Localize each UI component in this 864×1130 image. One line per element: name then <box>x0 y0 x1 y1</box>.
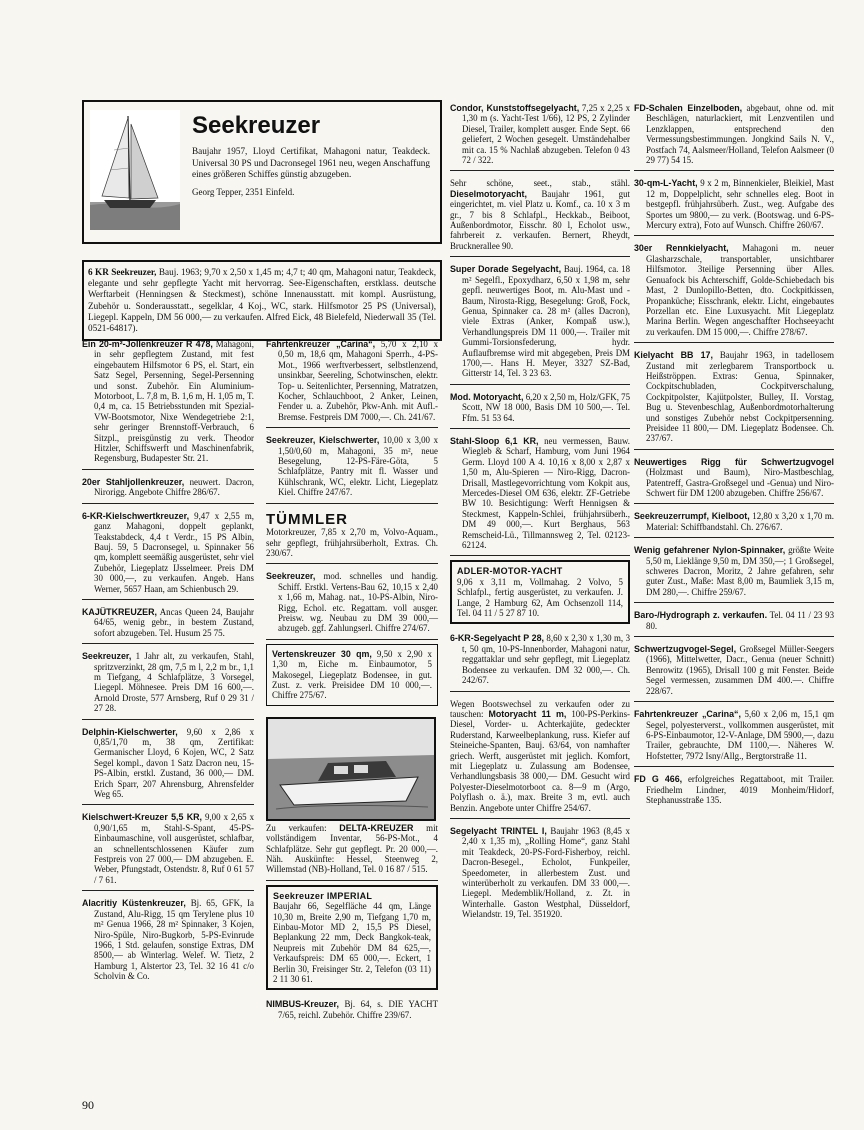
classified-ad <box>450 823 630 925</box>
ad-text: 9,06 x 3,11 m, Vollmahag. 2 Volvo, 5 Schlafpl., fertig ausgerüstet, zu verkaufen. J. Lange, 2 Hamburg 62, Am Ochsenzoll 114, Tel. 04 11 / 5 27 87 10. <box>457 576 623 619</box>
classified-ad <box>82 604 254 644</box>
ad-text: (Holzmast und Baum), Niro-Mastbeschlag, Patentreff, Gastra-Großsegel und -Genua) und Niro-Schwert für DM 1200 abzugeben. Chiffre 256/67. <box>646 467 834 498</box>
ad-text: 12,80 x 3,20 x 1,70 m. Material: Schiffbandstahl. Ch. 276/67. <box>646 511 835 532</box>
ad-heading: Seekreuzer, <box>82 651 132 662</box>
ad-heading: 30er Rennkielyacht, <box>634 243 729 254</box>
ad-heading: DELTA-KREUZER <box>339 822 414 833</box>
ad-text: 9,47 x 2,55 m, ganz Mahagoni, doppelt geplankt, Teakstabdeck, 4,4 t Verdr., 15 PS Albin, Bauj. 59, 5 Dacronsegel, u. Spinnaker 56 qm, komplett seemäßig ausgerüstet, sehr viel Zubehör, Liegeplatz IJsselmeer. Preis DM 30 000,—, zu verkaufen. Angeb. Hans Werner, 5657 Haan, am Schienbusch 29. <box>94 510 255 594</box>
ad-heading: ADLER-MOTOR-YACHT <box>457 566 563 577</box>
vertens-ad-box <box>266 644 438 706</box>
classified-ad <box>634 508 834 538</box>
imperial-ad-box <box>266 885 438 991</box>
classified-ad <box>82 474 254 504</box>
ad-heading: Super Dorade Segelyacht, <box>450 264 562 275</box>
ad-text: 100-PS-Perkins-Diesel, Vorder- u. Achterkajüte, gedeckter Ruderstand, Karweelbeplankung, russ. Kiefer auf Steineiche-Spanten, Bauj. 63/64, von namhafter griech. Werft, ausgerüstet mit jeglich. Komfort, mit Liegeplatz u. Zulassung am Bodensee, Verhandlungsbasis 38 000,— DM. Gesucht wird Polyester-Dieselmotorboot ca. 8—9 m (Argo, Polyflash o. ä.), max. Breite 3 m, evtl. auch Benzin. Angebote unter Chiffre 254/67. <box>450 708 631 813</box>
ad-text: Bj. 64, s. DIE YACHT 7/65, reichl. Zubehör. Chiffre 239/67. <box>278 999 439 1020</box>
ad-text: Baujahr 1963 (8,45 x 2,40 x 1,35 m), „Rolling Home“, ganz Stahl mit Teakdeck, 20-PS-Ford-Fisherboy, reichl. Dacron-Besegel., Echolot, Funkpeiler, Speedometer, in allerbestem Zust. und winterüberholt zu verkaufen. DM 33 000,—. Liegepl. Medemblik/Holland, z. Zt. in Winterhalle. Gaston Westphal, Düsseldorf, Wielandstr. 19, Tel. 351920. <box>462 825 630 920</box>
column-4 <box>634 100 834 814</box>
classified-ad <box>450 696 630 819</box>
column-1 <box>82 336 254 991</box>
feature-ad-box <box>82 100 442 244</box>
classified-ad <box>634 706 834 767</box>
delta-ad <box>266 712 438 881</box>
ad-text: abgebaut, ohne od. mit Beschlägen, naturlackiert, mit Lenzventilen und Lenzklappen, entsprechend den Vermessungsbestimmungen. Jongkind Sails N. V., Postfach 74, Aalsmeer/Holland, Telefon Aalsmeer (0 29 77) 54 15. <box>646 103 834 166</box>
classified-ad <box>634 542 834 603</box>
tummler-heading: TÜMMLER <box>266 510 348 528</box>
ad-heading: Fahrtenkreuzer „Carina“, <box>634 709 741 720</box>
ad-text: 5,60 x 2,06 m, 15,1 qm Segel, polyesterverst., vollkommen ausgerüstet, mit 6-PS-Einbaumotor, 12-V-Anlage, DM 5900,—, dazu Trailer, gebrauchte, DM 1100,—. Näheres W. Hofstetter, 7972 Isny/Allg., Bergtorstraße 11. <box>646 709 835 761</box>
ad-heading: Delphin-Kielschwerter, <box>82 726 178 737</box>
ad-text: mod. schnelles und handig. Schiff. Erstkl. Vertens-Bau 62, 10,15 x 2,40 x 1,66 m, Mahag. nat., 10-PS-Albin, Niro-Rigg, Echol. etc. Regattam. voll ausger. Preisw. wg. Neubau zu DM 39 000,— abzugeb. ggf. Zahlungserl. Chiffre 274/67. <box>278 571 438 634</box>
classified-ad <box>450 630 630 691</box>
classified-ad <box>450 175 630 257</box>
ad-heading: Seekreuzer IMPERIAL <box>273 890 373 901</box>
classified-ad <box>634 175 834 236</box>
ad-text: Bj. 65, GFK, Ia Zustand, Alu-Rigg, 15 qm Terylene plus 10 m² Genua 1966, 28 m² Spinnaker, 3 Kojen, Niro-Spüle, Niro-Bugkorb, 5-PS-Evinrude 1966, 1 Std. gelaufen, sonstige Extras, DM 8500,— ab Winterlag. Welef. W. Tietz, 2 Hamburg 1, Alstertor 23, Tel. 32 16 41 c/o Scholvin & Co. <box>94 898 254 982</box>
ad-heading: Motoryacht 11 m, <box>488 708 567 719</box>
sailboat-photo <box>90 110 180 230</box>
kr-box-text: Bauj. 1963; 9,70 x 2,50 x 1,45 m; 4,7 t; 40 qm, Mahagoni natur, Teakdeck, elegante und sehr gepflegte Yacht mit hervorrag. See-Eigenschaften, erstklass. deutsche Werftarbeit (Henningsen & Steckmest), schöne Innenausstatt. mit kompl. Ausrüstung, Zubehör u. Sonderausstatt., segelklar, 4 Koj., WC, stark. Hilfsmotor 25 PS (Universal), Liegepl. Kappeln, DM 56 000,— zu verkaufen. Alfred Eick, 48 Bielefeld, Niederwall 35 (Tel. 0521-64817). <box>88 267 436 334</box>
kr-seekreuzer-box <box>82 260 442 341</box>
ad-heading: Segelyacht TRINTEL I, <box>450 825 547 836</box>
ad-text: Tel. 04 11 / 23 93 80. <box>646 610 835 631</box>
ad-text: neu vermessen, Bauw. Wiegleb & Scharf, Hamburg, vom Juni 1964 Germ. Lloyd 100 A 4. 10,16 x 8,00 x 2,87 x 1,50 m, Alu-Spieren — Niro-Rigg, Dacron-Drisall, Mastlegevorrichtung vom Kokpit aus, Mercedes-Diesel OM 636, elektr. ZF-Getriebe BW 10. Besichtigung: Werft Hennigsen & Steckmest, Kappeln-Schlei, frühjahrsüberh., DM 49 000,—. Kurt Berghaus, 563 Remscheid-Lü., Tillmannsweg 2, Tel. 02123-62124. <box>462 435 630 551</box>
ad-heading: Dieselmotoryacht, <box>450 188 527 199</box>
classified-ad <box>450 433 630 556</box>
ad-text: Mahagoni m. neuer Glasharzschale, transportabler, unsichtbarer Hilfsmotor. 3teilige Persenning über Alles. Genuafock bis Achterschiff, Golde-Schiebedach bis Mast, 2 Dunlopillo-Betten, dto. Cockpitkissen, Propanküche; Eisschrank, elektr. Licht, eingebautes Porzellan etc. Eine Luxusyacht. Mit Liegeplatz Marina Berlin. Wegen angeschaffter Hochseeyacht zu verkaufen. DM 15 000,—. Chiffre 278/67. <box>646 243 834 337</box>
column-2 <box>266 336 438 1029</box>
ad-heading: Seekreuzerrumpf, Kielboot, <box>634 511 750 522</box>
ad-heading: KAJÜTKREUZER, <box>82 606 157 617</box>
ad-text: 9,50 x 2,90 x 1,30 m, Eiche m. Einbaumotor, 5 Makosegel, Liegeplatz Bodensee, in gut. Zust. z. verk. Preisidee DM 10 000,—. Chiffre 275/67. <box>272 648 432 701</box>
ad-heading: Ein 20-m²-Jollenkreuzer R 478, <box>82 339 213 349</box>
classified-ad <box>634 607 834 637</box>
ad-text: 10,00 x 3,00 x 1,50/0,60 m, Mahagoni, 35 m², neue Besegelung, 12-PS-Färe-Göta, 5 Schlafplätze, Pantry mit fl. Wasser und Kühlschrank, WC, elektr. Licht, Liegeplatz Kiel. Chiffre 247/67. <box>278 435 439 498</box>
classified-ad <box>82 809 254 891</box>
ad-text-lead: Wegen Bootswechsel zu verkaufen oder zu tauschen: <box>450 698 630 719</box>
ad-text-lead: Zu verkaufen: <box>266 822 327 833</box>
ad-heading: Seekreuzer, <box>266 571 316 582</box>
ad-text: 6,20 x 2,50 m, Holz/GFK, 75 Scott, NW 18 000, Basis DM 10 500,—. Tel. Ffm. 51 53 64. <box>462 391 631 423</box>
classified-ad <box>634 347 834 450</box>
ad-heading: Fahrtenkreuzer „Carina“, <box>266 339 376 349</box>
classified-ad <box>634 454 834 505</box>
adler-ad-box <box>450 560 630 624</box>
ad-text: 1 Jahr alt, zu verkaufen, Stahl, spritzverzinkt, 28 qm, 7,5 m l, 2,2 m br., 1,1 m Tiefgang, 4 Schlafplätze, 3 Vorsegel, Liegepl. Möhnesee. Preis DM 16 600,—. Arnold Droste, 577 Arnsberg, Ruf 0 29 31 / 27 28. <box>94 651 255 714</box>
ad-heading: Seekreuzer, Kielschwerter, <box>266 435 380 446</box>
feature-body <box>192 146 430 198</box>
classified-ad <box>82 648 254 719</box>
ad-text: 9,60 x 2,86 x 0,85/1,70 m, 38 qm, Zertifikat: Germanischer Lloyd, 6 Kojen, WC, 2 Satz Segel kompl., davon 1 Satz Dacron neu, 15-PS-Albin, erstkl. Zustand, 36 000,— DM. Erich Sparr, 207 Ahrensburg, Ahrensfelder Weg 65. <box>94 726 254 800</box>
ad-heading: Baro-/Hydrograph z. verkaufen. <box>634 610 768 621</box>
tummler-ad <box>266 508 438 565</box>
page-number: 90 <box>82 1098 94 1112</box>
classified-ad <box>634 641 834 702</box>
ad-heading: Kielschwert-Kreuzer 5,5 KR, <box>82 812 202 823</box>
ad-text: erfolgreiches Regattaboot, mit Trailer. Friedhelm Lindner, 4019 Monheim/Hidorf, Stephanusstraße 135. <box>646 774 835 805</box>
ad-text: Bauj. 1964, ca. 18 m² Segelfl., Epoxydharz, 6,50 x 1,98 m, sehr gepfl. neuwertiges Boot, m. Alu-Mast und -Baum, Nirosta-Rigg, Besegelung: Groß, Fock, Genua, Spinnaker ca. 28 m² (alles Dacron), viele Extras (Anker, Kompaß usw.), Verhandlungspreis DM 11 000,—. Trailer mit Gummi-Torsionsfederung, hydr. Auflaufbremse wird mit abgegeben, Preis DM 1700,—. Hans H. Meyer, 3327 SZ-Bad, Gitterstr 14, Tel. 3 23 63. <box>462 264 631 379</box>
tummler-text: Motorkreuzer, 7,85 x 2,70 m, Volvo-Aquam., sehr gepflegt, frühjahrsüberholt, Extras. Ch. 230/67. <box>266 527 438 558</box>
classified-ad <box>266 996 438 1025</box>
classified-ad <box>266 432 438 503</box>
classified-ad <box>634 771 834 810</box>
ad-text: 7,25 x 2,25 x 1,30 m (s. Yacht-Test 1/66), 12 PS, 2 Zylinder Diesel, Trailer, komplett ausger. Ende Sept. 66 geliefert, 2 Wochen gesegelt. Umständehalber mit ca. 15 % Nachlaß abzugeben. Telefon 0 43 72 / 322. <box>462 103 631 166</box>
ad-heading: 6-KR-Segelyacht P 28, <box>450 633 544 644</box>
classified-page <box>82 100 840 1110</box>
ad-text: Großsegel Müller-Seegers (1966), Mittelwetter, Dacr., Genua (neuer Schnitt) Benrowitz (1965), Drisall 100 g mit Fenster. Beide Segel vermessen, zusammen DM 400.—. Chiffre 228/67. <box>646 644 834 696</box>
ad-heading: NIMBUS-Kreuzer, <box>266 999 339 1010</box>
ad-heading: 20er Stahljollenkreuzer, <box>82 476 185 487</box>
ad-heading: Condor, Kunststoffsegelyacht, <box>450 103 580 113</box>
ad-text: 5,70 x 2,10 x 0,50 m, 18,6 qm, Mahagoni Sperrh., 4-PS-Mot., 1966 werftverbessert, selbstlenzend, unsinkbar, Seereling, Schotwinschen, elektr. Top- u. Seitenlichter, Persenning, Matratzen, Kocher, Schlauchboot, 2 Anker, Leinen, Fender u. a. Zubehör, Pkw-Anh. mit Aufl.-Bremse. Festpreis DM 7000,—. Ch. 241/67. <box>278 339 439 422</box>
classified-ad <box>82 724 254 806</box>
classified-ad <box>450 389 630 429</box>
ad-heading: FD-Schalen Einzelboden, <box>634 103 743 113</box>
ad-heading: Mod. Motoryacht, <box>450 391 524 402</box>
classified-ad <box>266 568 438 639</box>
classified-ad <box>634 240 834 343</box>
feature-title: Seekreuzer <box>192 112 321 139</box>
ad-heading: Stahl-Sloop 6,1 KR, <box>450 435 539 446</box>
ad-heading: Alacritiy Küstenkreuzer, <box>82 898 186 909</box>
ad-heading: Kielyacht BB 17, <box>634 350 713 361</box>
ad-heading: 30-qm-L-Yacht, <box>634 178 698 189</box>
ad-heading: Schwertzugvogel-Segel, <box>634 644 737 655</box>
ad-heading: 6-KR-Kielschwertkreuzer, <box>82 510 190 521</box>
feature-text: Baujahr 1957, Lloyd Certifikat, Mahagoni natur, Teakdeck. Universal 30 PS und Dacronsegel 1961 neu, wegen Anschaffung eines größeren Schiffes günstig abzugeben. <box>192 146 430 180</box>
classified-ad <box>634 100 834 171</box>
feature-signature: Georg Tepper, 2351 Einfeld. <box>192 186 295 197</box>
kr-box-heading: 6 KR Seekreuzer, <box>88 267 157 277</box>
classified-ad <box>450 100 630 171</box>
ad-heading: FD G 466, <box>634 774 683 785</box>
classified-ad <box>82 895 254 986</box>
classified-ad <box>82 336 254 470</box>
classified-ad <box>82 508 254 600</box>
ad-text: Ancas Queen 24, Baujahr 64/65, wenig gebr., in bestem Zustand, sofort abzugeben. Tel. Husum 25 75. <box>94 606 254 638</box>
ad-text: Baujahr 1961, gut eingerichtet, m. viel Platz u. Komf., ca. 10 x 3 m gr., 7 bis 8 Schlafpl., Heckkab., Beiboot, Außenbordmotor, Eisschr. 80 l, Echolot usw., fahrbereit z. verkaufen. Bernert, Rheydt, Brucknerallee 90. <box>450 188 630 251</box>
classified-ad <box>266 336 438 428</box>
ad-text: 9,00 x 2,65 x 0,90/1,65 m, Stahl-S-Spant, 45-PS-Einbaumaschine, voll ausgerüstet, schlafbar, an schnellentschlossenen Käufer zum Festpreis von 27 000,— DM abzugeben. E. Weber, Pfungstadt, Ostendstr. 8, Ruf 0 61 57 / 7 61. <box>94 812 255 885</box>
classified-ad <box>450 261 630 384</box>
ad-heading: Vertenskreuzer 30 qm, <box>272 648 372 659</box>
ad-heading: Wenig gefahrener Nylon-Spinnaker, <box>634 545 786 556</box>
ad-text: 8,60 x 2,30 x 1,30 m, 3 t, 50 qm, 10-PS-Innenborder, Mahagoni natur, reggattaklar und sehr gepflegt, mit Liegeplatz Bodensee zu verkaufen. DM 32 000,—. Ch. 242/67. <box>462 633 631 686</box>
ad-text: 9 x 2 m, Binnenkieler, Bleikiel, Mast 12 m, Doppelplicht, sehr schnelles eleg. Boot in bestgepfl. frühjahrsüberh. Zust., weg. Aufgabe des Sportes um 9800,— zu verk. (Bootswag. und 6-PS-Mercury extra), Foto auf Wunsch. Chiffre 260/67. <box>646 178 834 231</box>
ad-text: neuwert. Dacron, Nirorigg. Angebote Chiffre 286/67. <box>94 476 255 498</box>
column-3 <box>450 100 630 929</box>
ad-text: Mahagoni, in sehr gepflegtem Zustand, mit fest eingebautem Hilfsmotor 6 PS, el. Start, ein Satz Segel, Persenning, Segel-Persenning und sonst. Zubehör. Ein Aluminium-Motorboot, L. 7,8 m, B. 1,6 m, H. 1,05 m, T. 0,4 m, ca. 15 Betriebsstunden mit Spezial-VW-Bootsmotor, Nixe Wendegetriebe 2:1, sehr geringer Brennstoff-Verbrauch, 6 Sitzpl., preisgünstig zu verk. Theodor Hitzler, Schiffswerft und Maschinenfabrik, Regensburg, Budapester Str. 21. <box>94 339 254 464</box>
ad-text: Baujahr 1963, in tadellosem Zustand mit zerlegbarem Transportbock u. Heißströppen. Extras: Genua, Spinnaker, Cockpitschubladen, Cockpitverschalung, Cockpitpolster, Kajütpolster, Bulley, II. Vorstag, Bug u. Stevenbeschlag, Außenbordmotorhalterung und sonstiges Zubehör nebst Cockpitpersenning. Preisidee 11 800,— DM. Liegeplatz Bodensee. Ch. 237/67. <box>646 350 834 444</box>
ad-text: mit vollständigem Inventar, 56-PS-Mot., 4 Schlafplätze. Sehr gut gepflegt. Pr. 20 000,—. Näh. Auskünfte: Hessel, Steenweg 2, Willemstad (NB)-Holland, Tel. 0 16 87 / 515. <box>266 822 439 875</box>
ad-text-lead: Sehr schöne, seet., stab., stähl. <box>450 178 630 189</box>
motorboat-photo <box>266 717 436 821</box>
ad-text: größte Weite 5,50 m, Lieklänge 9,50 m, DM 350,—; 1 Großsegel, schweres Dacron, Moritz, 2 Jahre gefahren, sehr guter Zust., Maße: Mast 8,00 m, Baumliek 3,15 m, DM 280,—. Chiffre 259/67. <box>646 545 834 597</box>
ad-heading: Neuwertiges Rigg für Schwertzugvogel <box>634 456 834 467</box>
ad-text: Baujahr 66, Segelfläche 44 qm, Länge 10,30 m, Breite 2,90 m, Tiefgang 1,70 m, Einbau-Motor MD 2, 15,5 PS Diesel, Beplankung 22 mm, Deck Bangkok-teak, Neupreis mit Zubehör DM 84 625,—, Verkaufspreis: DM 65 000,—. Eckert, 1 Berlin 30, Freisinger Str. 2, Telefon (03 11) 2 11 30 61. <box>273 901 431 985</box>
